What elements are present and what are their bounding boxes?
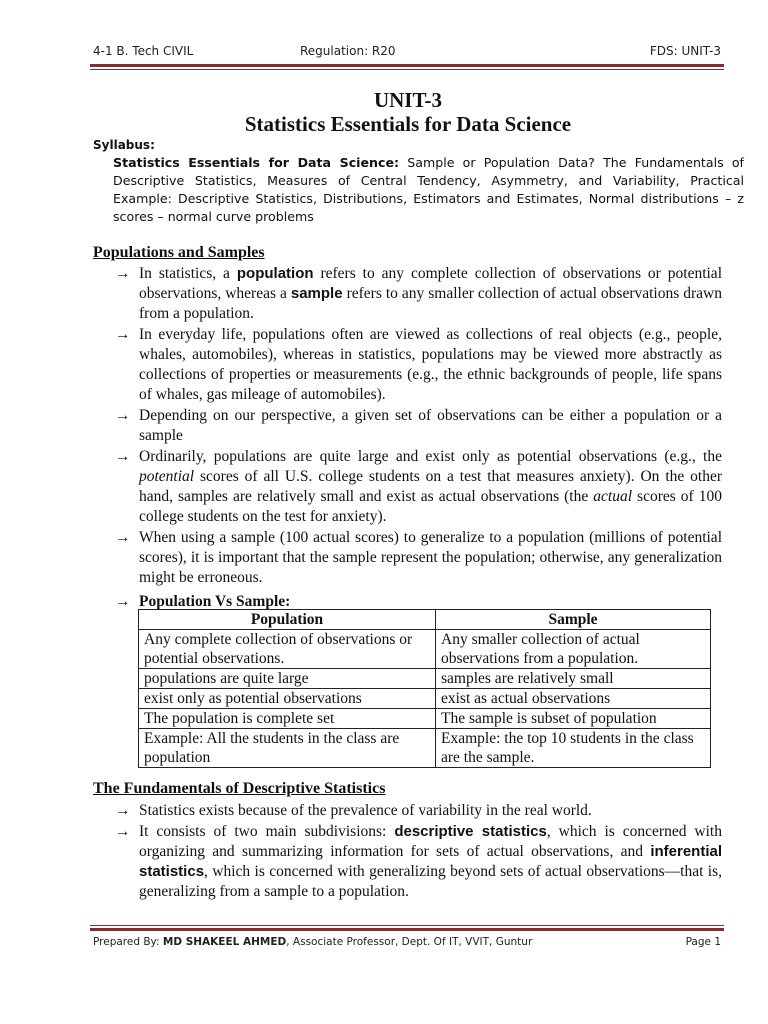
unit-title: UNIT-3	[373, 88, 443, 112]
page-title: Statistics Essentials for Data Science	[244, 112, 572, 136]
page-footer	[93, 936, 721, 948]
table-cell: Example: the top 10 students in the class are the sample.	[436, 729, 711, 768]
list-item: → Statistics exists because of the prevalence of variability in the real world.	[115, 802, 592, 819]
table-row	[139, 669, 711, 689]
list-item: → In everyday life, populations often are viewed as collections of real objects (e.g., people, whales, automobiles), whereas in statistics, populations may be viewed more abstractly as collections of properties or measurements (e.g., the ethnic backgrounds of people, life spans of whales, gas mileage of automobiles).	[115, 326, 722, 403]
footer-affiliation: , Associate Professor, Dept. Of IT, VVIT, Guntur	[286, 936, 533, 948]
table-row	[139, 689, 711, 709]
arrow-bullet-icon: →	[115, 265, 131, 282]
list-item: → It consists of two main subdivisions: descriptive statistics, which is concerned with organizing and summarizing information for sets of actual observations, and inferential statistics, which is concerned with generalizing beyond sets of actual observations—that is, generalizing from a sample to a population.	[115, 823, 722, 900]
table-cell: The sample is subset of population	[436, 709, 711, 729]
list-item: → When using a sample (100 actual scores) to generalize to a population (millions of potential scores), it is important that the sample represent the population; otherwise, any generalization might be erroneous.	[115, 529, 722, 586]
footer-rule	[90, 925, 724, 931]
table-cell: Any smaller collection of actual observations from a population.	[436, 630, 711, 669]
arrow-bullet-icon: →	[115, 823, 131, 840]
page-header	[93, 44, 721, 64]
table-row	[139, 709, 711, 729]
syllabus-heading: Syllabus:	[93, 138, 155, 152]
table-row	[139, 630, 711, 669]
syllabus-lead: Statistics Essentials for Data Science:	[113, 155, 400, 170]
page-number: Page 1	[685, 936, 721, 948]
table-cell: Example: All the students in the class are population	[139, 729, 436, 768]
column-header: Population	[139, 610, 436, 630]
arrow-bullet-icon: →	[115, 529, 131, 546]
arrow-bullet-icon: →	[115, 593, 131, 610]
syllabus-text	[113, 154, 744, 226]
table-cell: populations are quite large	[139, 669, 436, 689]
column-header: Sample	[436, 610, 711, 630]
list-item: → Ordinarily, populations are quite large and exist only as potential observations (e.g., the potential scores of all U.S. college students on a test that measures anxiety). On the other hand, samples are relatively small and exist as actual observations (the actual scores of 100 college students on the test for anxiety).	[115, 448, 722, 525]
list-item: → Depending on our perspective, a given set of observations can be either a population or a sample	[115, 407, 722, 444]
table-caption: Population Vs Sample:	[139, 593, 291, 610]
section-heading-descriptive: The Fundamentals of Descriptive Statistics	[93, 780, 386, 797]
population-vs-sample-table	[138, 609, 711, 768]
table-cell: The population is complete set	[139, 709, 436, 729]
header-regulation: Regulation: R20	[300, 44, 396, 58]
table-header-row	[139, 610, 711, 630]
list-item: → In statistics, a population refers to any complete collection of observations or potential observations, whereas a sample refers to any smaller collection of actual observations drawn from a population.	[115, 265, 722, 322]
arrow-bullet-icon: →	[115, 802, 131, 819]
footer-prefix: Prepared By:	[93, 936, 163, 948]
header-rule	[90, 64, 724, 70]
descriptive-list	[115, 801, 722, 903]
syllabus-topics: Sample or Population Data? The Fundamentals of Descriptive Statistics, Measures of Central Tendency, Asymmetry, and Variability, Practical Example: Descriptive Statistics, Distributions, Estimators and Estimates, Normal distributions – z scores – normal curve problems	[113, 155, 744, 224]
table-cell: samples are relatively small	[436, 669, 711, 689]
arrow-bullet-icon: →	[115, 407, 131, 424]
arrow-bullet-icon: →	[115, 326, 131, 343]
header-unit: FDS: UNIT-3	[649, 44, 721, 58]
table-row	[139, 729, 711, 768]
header-course: 4-1 B. Tech CIVIL	[93, 44, 194, 58]
table-cell: Any complete collection of observations or potential observations.	[139, 630, 436, 669]
section-heading-populations: Populations and Samples	[93, 244, 265, 261]
populations-list	[115, 264, 722, 613]
arrow-bullet-icon: →	[115, 448, 131, 465]
footer-author: MD SHAKEEL AHMED	[162, 936, 287, 948]
table-cell: exist as actual observations	[436, 689, 711, 709]
table-cell: exist only as potential observations	[139, 689, 436, 709]
